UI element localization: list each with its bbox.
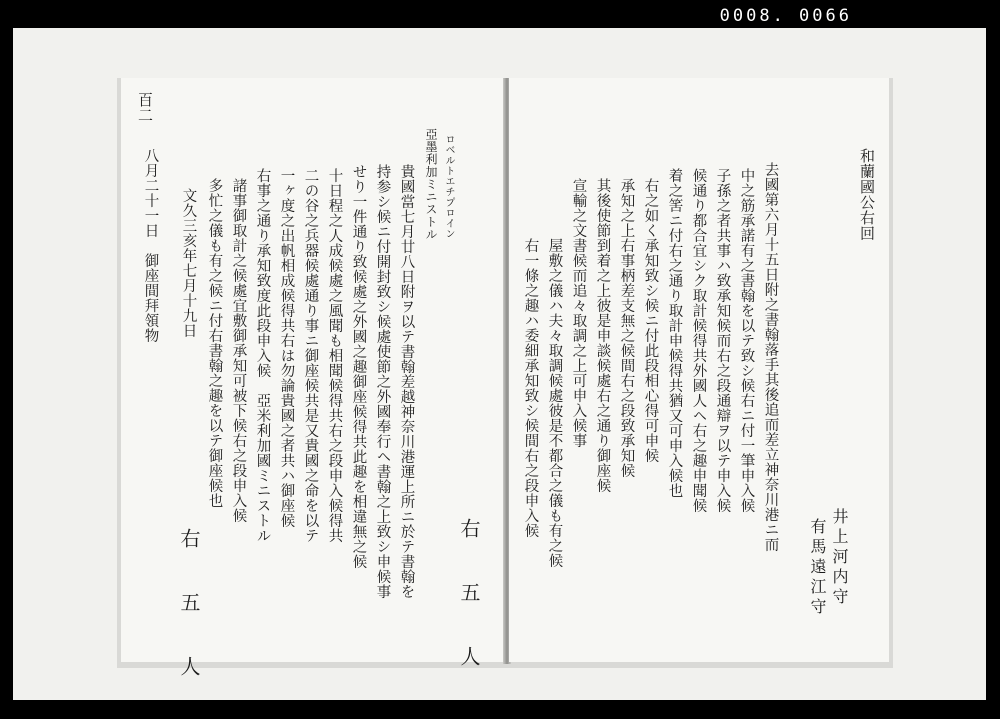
text-line: 子孫之者共事ハ致承知候而右之段通辯ヲ以テ申入候 [714, 168, 731, 513]
text-line: 右一條之趣ハ委細承知致シ候間右之段申入候 [522, 238, 539, 538]
letter-line: 諸事御取計之候處宜敷御承知可被下候右之段申入候 [230, 178, 247, 523]
letter-recipient: 亞墨利加ミニストル [424, 128, 438, 241]
text-line: 着之筈ニ付右之通り取計申候得共猶又可申入候也 [666, 168, 683, 498]
film-frame-number: 0008. 0066 [719, 6, 852, 26]
text-line: 去國第六月十五日附之書翰落手其後追而差立神奈川港ニ而 [762, 162, 779, 552]
text-line: 候通り都合宜シク取計候得共外國人ヘ右之趣申聞候 [690, 168, 707, 513]
text-line: 宣輸之文書候而追々取調之上可申入候事 [570, 178, 587, 448]
text-line: 右之如く承知致シ候ニ付此段相心得可申候 [642, 178, 659, 463]
letter-line: 多忙之儀も有之候ニ付右書翰之趣を以テ御座候也 [206, 178, 223, 508]
letter-line: 持参シ候ニ付開封致シ候處使節之外國奉行ヘ書翰之上致シ申候事 [374, 164, 391, 599]
letter-recipient-kana: ロベルトエチプロイン [443, 134, 454, 239]
letter-line: 右事之通り承知致度此段申入候 亞米利加國ミニストル [254, 168, 271, 543]
letter-line: 一ヶ度之出帆相成候得共右は勿論貴國之者共ハ御座候 [278, 168, 295, 528]
left-page [121, 78, 505, 688]
text-line: 承知之上右事柄差支無之候間右之段致承知候 [618, 178, 635, 478]
text-line: 其後使節到着之上彼是申談候處右之通り御座候 [594, 178, 611, 493]
date-line: 八月二十一日 御座間拜領物 [142, 148, 159, 343]
signature-left: 右 五 人 [177, 528, 201, 688]
signature-inoue: 井上河内守 [830, 508, 849, 608]
text-line: 中之筋承諾有之書翰を以テ致シ候右ニ付一筆申入候 [738, 168, 755, 513]
signature-right: 右 五 人 [457, 518, 481, 678]
signature-arima: 有馬遠江守 [808, 518, 827, 618]
open-book [117, 78, 893, 688]
letter-line: せり一件通り致候處之外國之趣御座候得共此趣を相違無之候 [350, 164, 367, 569]
letter-line: 十日程之人成候處之風聞も相聞候得共右之段申入候得共 [326, 168, 343, 543]
letter-line: 貴國當七月廿八日附ヲ以テ書翰差越神奈川港運上所ニ於テ書翰を [398, 164, 415, 599]
address-heading: 和蘭國公右回 [858, 148, 876, 241]
letter-date: 文久三亥年七月十九日 [180, 188, 197, 338]
right-page [509, 78, 889, 662]
letter-line: 二の谷之兵器候處通り事ニ御座候共是又貴國之命を以テ [302, 168, 319, 543]
text-line: 屋敷之儀ハ夫々取調候處彼是不都合之儀も有之候 [546, 238, 563, 568]
page-stamp: 百二 [136, 92, 154, 123]
